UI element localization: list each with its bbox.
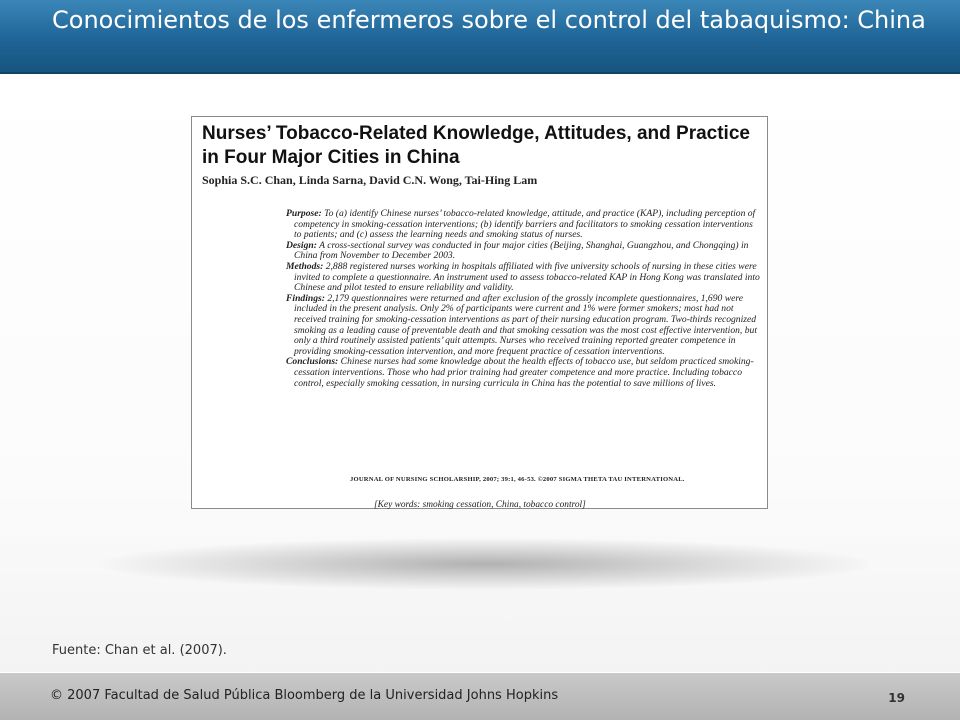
journal-citation: JOURNAL OF NURSING SCHOLARSHIP, 2007; 39:1, 46-53. ©2007 SIGMA THETA TAU INTERNATIONAL. (350, 476, 685, 483)
abstract-findings-label: Findings: (286, 292, 325, 304)
abstract-findings-text: 2,179 questionnaires were returned and after exclusion of the grossly incomplete questionnaires, 1,690 were included in the present analysis. Only 2% of participants were current and 1% were former smokers; most had not received training for smoking-cessation interventions as part of their nursing education program. Two-thirds recognized smoking as a leading cause of preventable death and that smoking cessation was the most cost effective intervention, but only a third routinely assisted patients’ quit attempts. Nurses who received training reported greater competence in providing smoking-cessation intervention, and more frequent practice of cessation interventions. (294, 292, 757, 357)
copyright-text: © 2007 Facultad de Salud Pública Bloomberg de la Universidad Johns Hopkins (50, 688, 559, 703)
abstract-purpose-label: Purpose: (286, 208, 322, 219)
paper-authors: Sophia S.C. Chan, Linda Sarna, David C.N. Wong, Tai-Hing Lam (202, 173, 538, 187)
abstract-design-label: Design: (286, 239, 317, 251)
paper-shadow (100, 538, 870, 590)
paper-keywords: [Key words: smoking cessation, China, tobacco control] (374, 500, 586, 510)
abstract-methods (286, 262, 762, 294)
paper-abstract (286, 209, 762, 389)
source-citation: Fuente: Chan et al. (2007). (52, 643, 227, 658)
abstract-conclusions-text: Chinese nurses had some knowledge about the health effects of tobacco use, but seldom practiced smoking-cessation interventions. Those who had prior training had greater competence and more practice. Including tobacco control, especially smoking cessation, in nursing curricula in China has the potential to save millions of lives. (294, 356, 754, 389)
paper-abstract-image (191, 116, 768, 509)
abstract-purpose (286, 209, 762, 241)
abstract-design (286, 241, 762, 262)
slide-title: Conocimientos de los enfermeros sobre el control del tabaquismo: China (52, 6, 926, 34)
page-number: 19 (888, 691, 905, 705)
abstract-design-text: A cross-sectional survey was conducted in four major cities (Beijing, Shanghai, Guangzhou, and Chongqing) in China from November to December 2003. (294, 239, 749, 262)
abstract-conclusions (286, 357, 762, 389)
abstract-findings (286, 294, 762, 358)
slide-header (0, 0, 960, 74)
abstract-conclusions-label: Conclusions: (286, 356, 339, 368)
abstract-methods-text: 2,888 registered nurses working in hospitals affiliated with five university schools of nursing in these cities were invited to complete a questionnaire. An instrument used to assess tobacco-related KAP in Hong Kong was translated into Chinese and pilot tested to ensure reliability and validity. (294, 260, 760, 294)
abstract-purpose-text: To (a) identify Chinese nurses’ tobacco-related knowledge, attitude, and practice (KAP), including perception of competency in smoking-cessation interventions; (b) identify barriers and facilitators to smoking cessation interventions to patients; and (c) assess the learning needs and smoking status of nurses. (294, 208, 756, 241)
paper-title: Nurses’ Tobacco-Related Knowledge, Attitudes, and Practice in Four Major Cities in China (202, 123, 750, 168)
abstract-methods-label: Methods: (286, 260, 324, 272)
slide-footer (0, 673, 960, 720)
